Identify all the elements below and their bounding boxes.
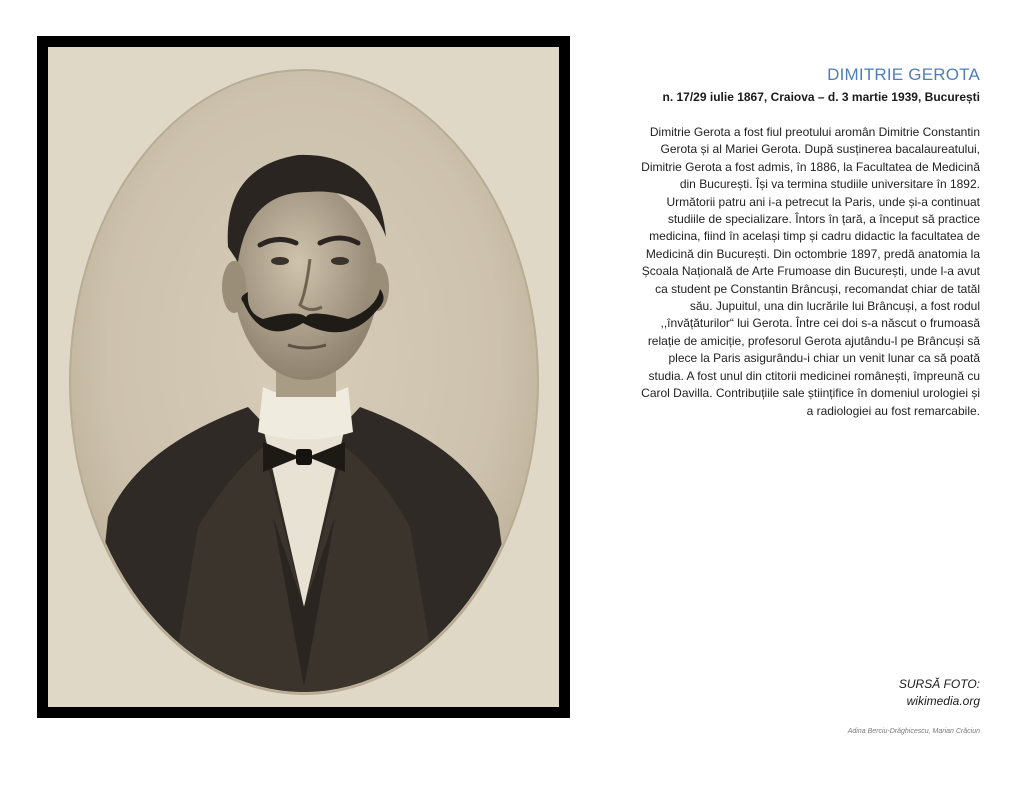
bio-line: medicina, fiind în același timp și cadru didactic la facultatea de [649, 229, 980, 244]
portrait-illustration [48, 47, 559, 707]
bio-line: studia. A fost unul din ctitorii medicinei românești, împreună cu [648, 368, 980, 383]
portrait-photo [48, 47, 559, 707]
author-credit: Adina Berciu-Drăghicescu, Marian Crăciun [847, 728, 980, 735]
bio-line: Dimitrie Gerota a fost fiul preotului aromân Dimitrie Constantin [649, 125, 980, 139]
bio-line: Următorii patru ani i-a petrecut la Paris, unde și-a continuat [666, 194, 980, 209]
bio-line: plece la Paris asigurându-i chiar un venit lunar ca să poată [668, 351, 980, 366]
bio-line: său. Jupuitul, una din lucrările lui Brâncuși, a fost rodul [689, 299, 980, 314]
bio-line: Dimitrie Gerota a fost admis, în 1886, la Facultatea de Medicină [641, 159, 980, 174]
bio-line: Școala Națională de Arte Frumoase din București, unde l-a avut [641, 264, 980, 279]
photo-source-value: wikimedia.org [906, 694, 980, 708]
biography-text [596, 124, 980, 420]
bio-line: studiile de specializare. Întors în țară, a început să practice [667, 212, 980, 227]
bio-line: Carol Davilla. Contribuțiile sale științifice în domeniul urologiei și [641, 386, 980, 401]
bio-line: Gerota și al Mariei Gerota. După susținerea bacalaureatului, [660, 142, 980, 157]
bio-line: ,,învățăturilor“ lui Gerota. Între cei doi s-a născut o frumoasă [660, 316, 980, 331]
life-dates: n. 17/29 iulie 1867, Craiova – d. 3 martie 1939, București [662, 90, 980, 104]
bio-line: a radiologiei au fost remarcabile. [806, 403, 980, 418]
bio-line: ca student pe Constantin Brâncuși, recomandat chiar de tatăl [655, 281, 980, 296]
photo-source-label: SURSĂ FOTO: [898, 677, 980, 691]
portrait-frame [37, 36, 570, 718]
bio-line: din București. Își va termina studiile universitare în 1892. [679, 177, 980, 192]
bio-line: Medicină din București. Din octombrie 1897, predă anatomia la [645, 246, 980, 261]
page-title: DIMITRIE GEROTA [827, 65, 980, 84]
bio-line: relație de amiciție, profesorul Gerota ajutându-l pe Brâncuși să [647, 333, 980, 348]
